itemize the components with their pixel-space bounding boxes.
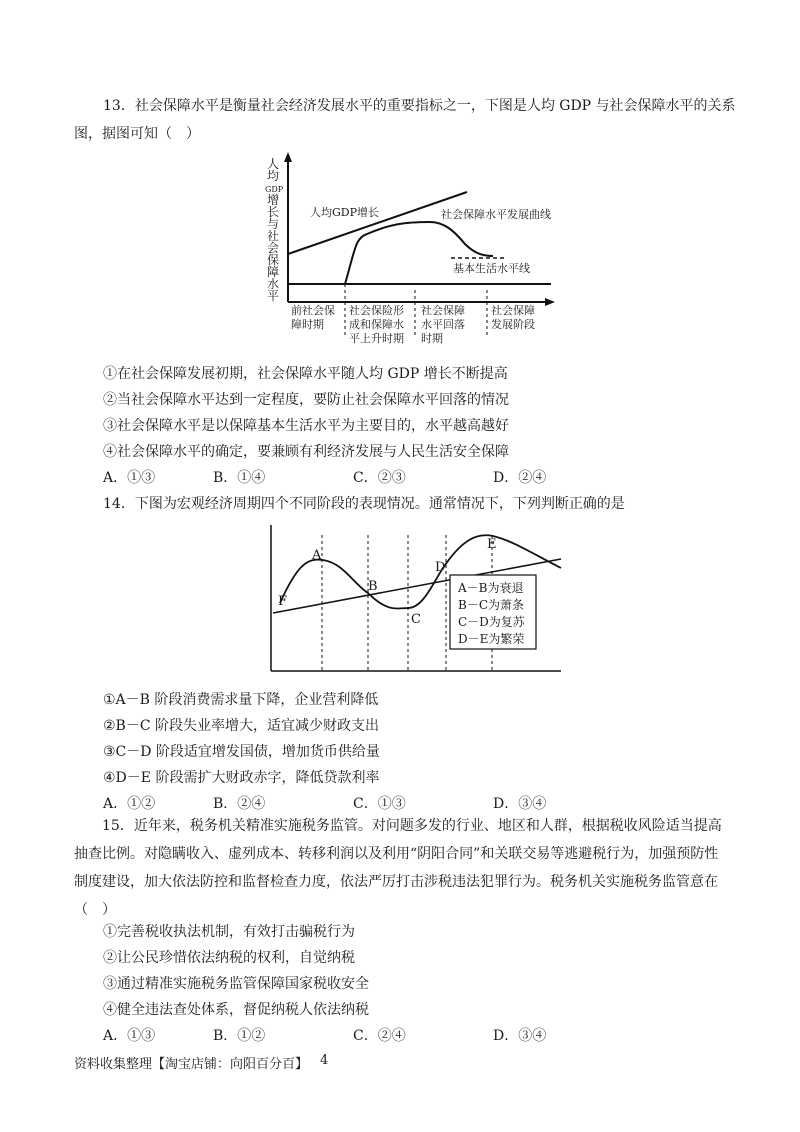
- q15-stmt-2: ②让公民珍惜依法纳税的权利，自觉纳税: [103, 950, 355, 966]
- q14-stem: 14．下图为宏观经济周期四个不同阶段的表现情况。通常情况下，下列判断正确的是: [103, 496, 625, 512]
- footer-text: 资料收集整理【淘宝店铺：向阳百分百】: [74, 1057, 309, 1072]
- q13-y-label-char: 长: [267, 205, 280, 219]
- q13-y-label-char: 会: [267, 241, 280, 255]
- q14-stmt-1: ①A－B 阶段消费需求量下降，企业营利降低: [103, 692, 379, 708]
- q13-y-label-char: 均: [267, 169, 280, 183]
- q15-choice-b[interactable]: B．①②: [213, 1028, 266, 1044]
- q13-category-label: 社会保障: [421, 304, 465, 317]
- q13-category-label: 水平回落: [421, 318, 465, 331]
- q14-legend-1: A－B为衰退: [458, 581, 524, 595]
- q14-point-c: C: [411, 612, 421, 627]
- q14-legend-4: D－E为繁荣: [458, 632, 525, 646]
- q13-y-arrow: [284, 152, 292, 162]
- q13-choice-d[interactable]: D．②④: [493, 470, 547, 486]
- q13-y-label-char: 障: [267, 265, 280, 279]
- q14-stmt-3: ③C－D 阶段适宜增发国债，增加货币供给量: [103, 744, 380, 760]
- q15-stem: 15．近年来，税务机关精准实施税务监管。对问题多发的行业、地区和人群，根据税收风险适当提高抽查比例。对隐瞒收入、虚列成本、转移利润以及利用“阴阳合同”和关联交易等逃避税行为，加强预防性制度建设，加大依法防控和监督检查力度，依法严厉打击涉税违法犯罪行为。税务机关实施税务监管意在（ ）: [74, 818, 722, 918]
- q13-base-label: 基本生活水平线: [453, 262, 530, 275]
- q13-category-label: 社会保障: [491, 304, 535, 317]
- q13-y-label: [265, 157, 284, 303]
- q13-stem-line1: 13．社会保障水平是衡量社会经济发展水平的重要指标之一，下图是人均 GDP 与社会保障水平的关系: [103, 98, 736, 114]
- q13-y-label-char: 社: [267, 229, 280, 243]
- q15-stmt-1: ①完善税收执法机制，有效打击骗税行为: [103, 924, 355, 940]
- q13-stmt-1: ①在社会保障发展初期，社会保障水平随人均 GDP 增长不断提高: [103, 366, 508, 382]
- q14-point-d: D: [435, 560, 446, 575]
- q13-y-label-char: 与: [267, 217, 280, 231]
- q15-stmt-4: ④健全违法查处体系，督促纳税人依法纳税: [103, 1002, 369, 1018]
- q13-stem-line2: 图，据图可知（ ）: [74, 126, 200, 142]
- q13-category-label: 时期: [421, 332, 443, 345]
- page-number: 4: [320, 1053, 329, 1068]
- q13-category-label: 社会保险形: [349, 304, 404, 317]
- q14-point-f: F: [278, 594, 288, 609]
- q13-category-label: 前社会保: [291, 304, 335, 317]
- q14-point-b: B: [368, 579, 378, 594]
- q14-legend-3: C－D为复苏: [458, 615, 525, 629]
- q13-choice-a[interactable]: A．①③: [103, 470, 156, 486]
- q13-curve-label: 社会保障水平发展曲线: [441, 208, 551, 221]
- q13-y-label-char: 保: [267, 253, 280, 267]
- q13-category-label: 成和保障水: [349, 318, 404, 331]
- q14-choice-c[interactable]: C．①③: [353, 796, 406, 812]
- q14-choice-a[interactable]: A．①②: [103, 796, 156, 812]
- q14-point-e: E: [487, 537, 497, 552]
- q13-stmt-3: ③社会保障水平是以保障基本生活水平为主要目的，水平越高越好: [103, 418, 509, 434]
- q14-point-a: A: [312, 548, 322, 563]
- q13-stmt-2: ②当社会保障水平达到一定程度，要防止社会保障水平回落的情况: [103, 392, 509, 408]
- q13-stmt-4: ④社会保障水平的确定，要兼顾有利经济发展与人民生活安全保障: [103, 444, 509, 460]
- q15-choice-c[interactable]: C．②④: [353, 1028, 406, 1044]
- q13-choice-c[interactable]: C．②③: [353, 470, 406, 486]
- q14-choice-b[interactable]: B．②④: [213, 796, 266, 812]
- q13-y-label-char: 人: [267, 157, 280, 171]
- q13-y-label-char: 水: [267, 277, 280, 291]
- q13-y-label-char: GDP: [265, 185, 284, 194]
- q15-choice-a[interactable]: A．①③: [103, 1028, 156, 1044]
- q14-stmt-2: ②B－C 阶段失业率增大，适宜减少财政支出: [103, 718, 379, 734]
- q13-category-labels: [291, 303, 535, 345]
- q15-stmt-3: ③通过精准实施税务监管保障国家税收安全: [103, 976, 369, 992]
- q13-category-label: 平上升时期: [349, 332, 404, 345]
- q13-category-label: 障时期: [291, 318, 324, 331]
- q14-choice-d[interactable]: D．③④: [493, 796, 547, 812]
- q15-choice-d[interactable]: D．③④: [493, 1028, 547, 1044]
- q13-y-label-char: 增: [267, 193, 280, 207]
- q14-legend-2: B－C为萧条: [458, 598, 525, 612]
- q14-chart: [268, 523, 563, 673]
- q13-choice-b[interactable]: B．①④: [213, 470, 266, 486]
- q14-stmt-4: ④D－E 阶段需扩大财政赤字，降低贷款利率: [103, 770, 380, 786]
- q13-y-label-char: 平: [267, 289, 280, 303]
- q13-x-arrow: [545, 298, 555, 306]
- q13-gdp-label: 人均GDP增长: [310, 206, 380, 219]
- q13-chart: [255, 150, 555, 350]
- q13-category-label: 发展阶段: [491, 318, 535, 331]
